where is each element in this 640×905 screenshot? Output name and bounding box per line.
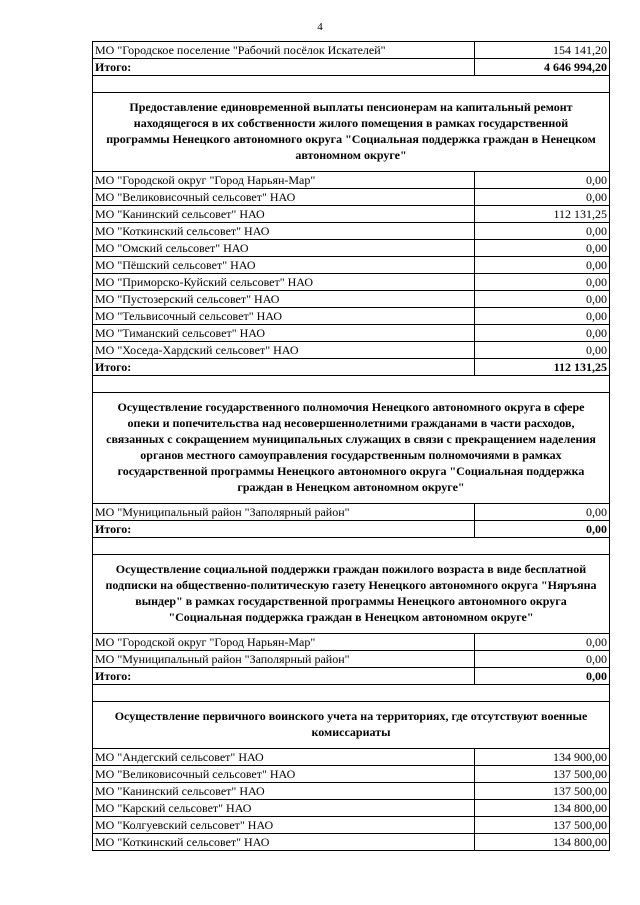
table-row [93,342,609,359]
section-heading: Осуществление государственного полномочия Ненецкого автономного округа в сфере опеки и попечительства над несовершеннолетними гражданами в части расходов, связанных с сокращением муниципальных служащих в связи с прекращением наделения органов местного самоуправления государственным полномочиями в рамках государственной программы Ненецкого автономного округа "Социальная поддержка граждан в Ненецком автономном округе" [93,393,609,504]
amount-value: 0,00 [586,505,607,519]
amount-value: 112 131,25 [553,207,607,221]
table-row [93,800,609,817]
table-row [93,634,609,651]
amount-value: 0,00 [586,224,607,238]
municipality-name: МО "Карский сельсовет" НАО [93,800,475,816]
spacer-row [93,76,609,93]
table-row [93,817,609,834]
municipality-name: МО "Канинский сельсовет" НАО [93,206,475,222]
municipality-name: МО "Муниципальный район "Заполярный район" [93,651,475,667]
amount-value: 0,00 [586,173,607,187]
municipality-name: МО "Пёшский сельсовет" НАО [93,257,475,273]
table-row [93,749,609,766]
total-row [93,668,609,685]
municipality-name: МО "Великовисочный сельсовет" НАО [93,766,475,782]
municipality-name: МО "Великовисочный сельсовет" НАО [93,189,475,205]
section-heading: Предоставление единовременной выплаты пенсионерам на капитальный ремонт находящегося в их собственности жилого помещения в рамках государственной программы Ненецкого автономного округа "Социальная поддержка граждан в Ненецком автономном округе" [93,93,609,172]
amount-value: 0,00 [586,343,607,357]
total-value: 0,00 [586,522,607,536]
table-row [93,325,609,342]
page-number: 4 [317,21,323,33]
table-row [93,291,609,308]
table-row [93,274,609,291]
table-row [93,834,609,851]
municipality-name: МО "Андегский сельсовет" НАО [93,749,475,765]
table-row [93,783,609,800]
amount-value: 0,00 [586,652,607,666]
amount-value: 137 500,00 [553,784,607,798]
table-row [93,504,609,521]
amount-value: 0,00 [586,258,607,272]
total-row [93,521,609,538]
amount-value: 0,00 [586,275,607,289]
amount-value: 134 900,00 [553,750,607,764]
section-heading: Осуществление первичного воинского учета на территориях, где отсутствуют военные комиссариаты [93,702,609,749]
total-value: 4 646 994,20 [544,60,607,74]
table-row [93,41,609,59]
spacer-row [93,685,609,702]
spacer-row [93,538,609,555]
spacer-row [93,376,609,393]
table-row [93,189,609,206]
table-row [93,240,609,257]
municipality-name: МО "Канинский сельсовет" НАО [93,783,475,799]
total-row [93,359,609,376]
municipality-name: МО "Коткинский сельсовет" НАО [93,834,475,850]
table-row [93,206,609,223]
amount-value: 0,00 [586,292,607,306]
municipality-name: МО "Тиманский сельсовет" НАО [93,325,475,341]
budget-table [92,41,610,851]
table-row [93,223,609,240]
municipality-name: МО "Городской округ "Город Нарьян-Мар" [93,172,475,188]
table-row [93,766,609,783]
municipality-name: МО "Омский сельсовет" НАО [93,240,475,256]
table-row [93,172,609,189]
total-value: 0,00 [586,669,607,683]
amount-value: 137 500,00 [553,767,607,781]
table-row [93,257,609,274]
municipality-name: МО "Пустозерский сельсовет" НАО [93,291,475,307]
total-label: Итого: [93,59,475,75]
municipality-name: МО "Муниципальный район "Заполярный район" [93,504,475,520]
total-label: Итого: [93,521,475,537]
municipality-name: МО "Хоседа-Хардский сельсовет" НАО [93,342,475,358]
municipality-name: МО "Коткинский сельсовет" НАО [93,223,475,239]
total-value: 112 131,25 [553,360,607,374]
amount-value: 0,00 [586,326,607,340]
amount-value: 137 500,00 [553,818,607,832]
table-row [93,308,609,325]
amount-value: 0,00 [586,241,607,255]
municipality-name: МО "Тельвисочный сельсовет" НАО [93,308,475,324]
amount-value: 0,00 [586,190,607,204]
table-row [93,651,609,668]
section-heading: Осуществление социальной поддержки граждан пожилого возраста в виде бесплатной подписки на общественно-политическую газету Ненецкого автономного округа "Няръяна вындер" в рамках государственной программы Ненецкого автономного округа "Социальная поддержка граждан в Ненецком автономном округе" [93,555,609,634]
total-label: Итого: [93,668,475,684]
municipality-name: МО "Городской округ "Город Нарьян-Мар" [93,634,475,650]
amount-value: 0,00 [586,635,607,649]
municipality-name: МО "Колгуевский сельсовет" НАО [93,817,475,833]
amount-value: 134 800,00 [553,835,607,849]
amount-value: 134 800,00 [553,801,607,815]
total-row [93,59,609,76]
total-label: Итого: [93,359,475,375]
amount-value: 154 141,20 [553,43,607,57]
municipality-name: МО "Городское поселение "Рабочий посёлок Искателей" [93,42,475,58]
amount-value: 0,00 [586,309,607,323]
municipality-name: МО "Приморско-Куйский сельсовет" НАО [93,274,475,290]
